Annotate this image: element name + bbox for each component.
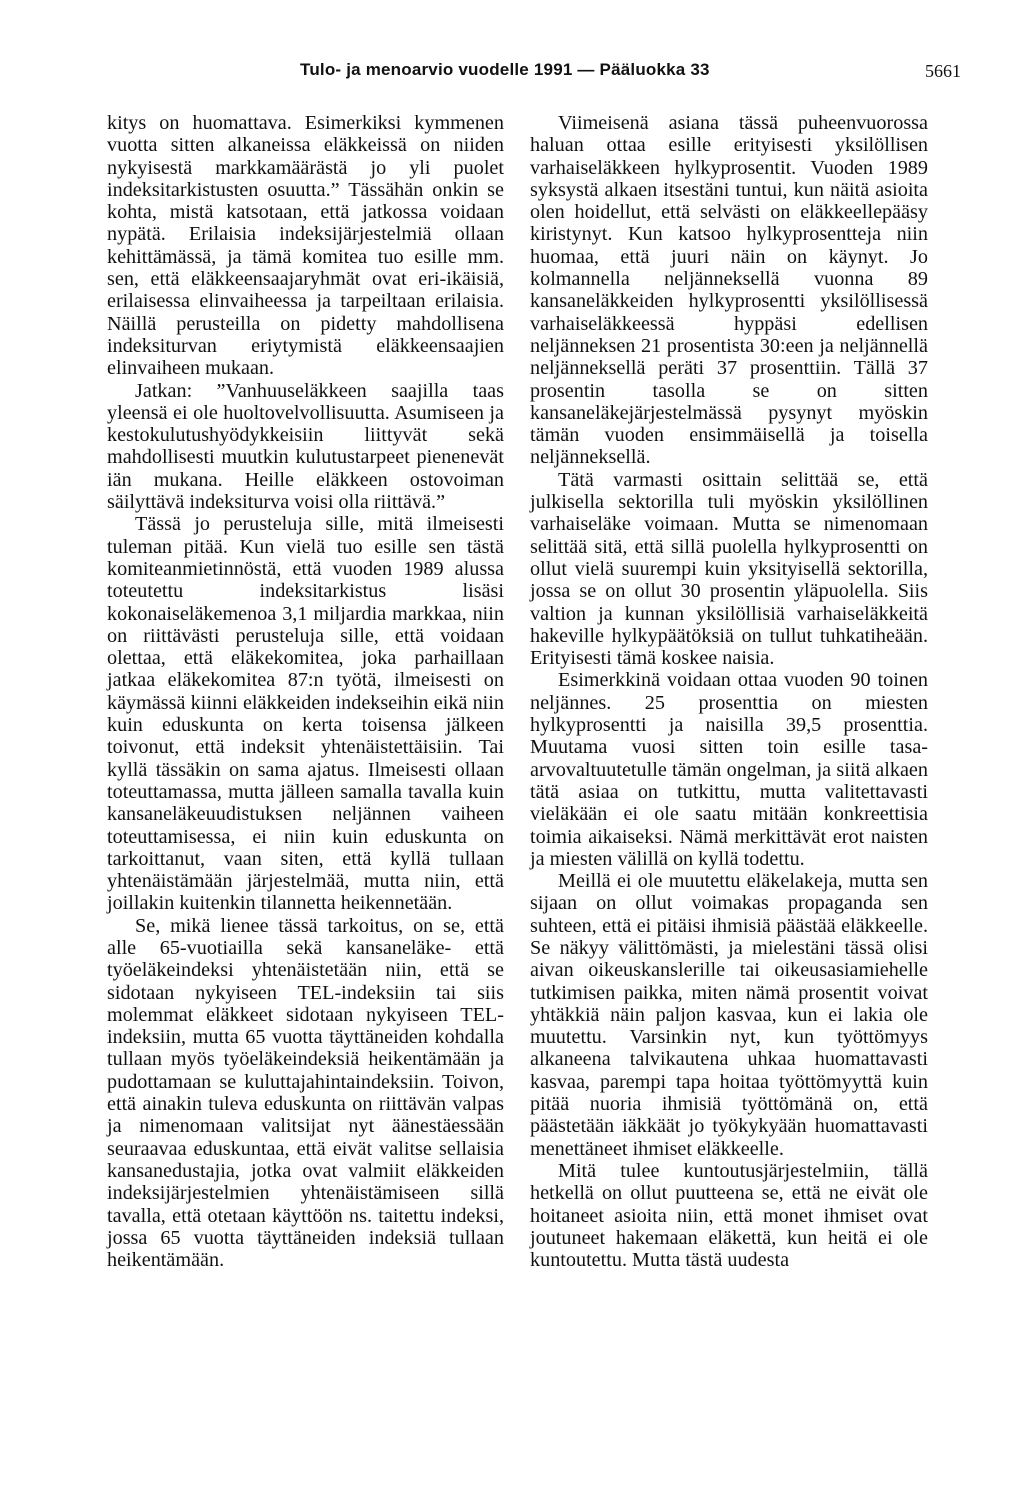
paragraph: Se, mikä lienee tässä tarkoitus, on se, että alle 65-vuotiailla sekä kansaneläke- että työeläkeindeksi yhtenäistetään niin, että se sidotaan nykyiseen TEL-indeksiin tai siis molemmat eläkkeet sidotaan nykyiseen TEL-indeksiin, mutta 65 vuotta täyttäneiden kohdalla tullaan myös työeläkeindeksiä heikentämään ja pudottamaan se kuluttajahintaindeksiin. Toivon, että ainakin tuleva eduskunta on riittävän valpas ja nimenomaan valitsijat nyt äänestäessään seuraavaa eduskuntaa, että eivät valitse sellaisia kansanedustajia, jotka ovat valmiit eläkkeiden indeksijärjestelmien yhtenäistämiseen sillä tavalla, että otetaan käyttöön ns. taitettu indeksi, jossa 65 vuotta täyttäneiden indeksiä tullaan heikentämään.: [107, 914, 504, 1272]
paragraph: kitys on huomattava. Esimerkiksi kymmenen vuotta sitten alkaneissa eläkkeissä on niiden nykyisestä markkamäärästä jo yli puolet indeksitarkistusten osuutta.” Tässähän onkin se kohta, mistä katsotaan, että jatkossa voidaan nypätä. Erilaisia indeksijärjestelmiä ollaan kehittämässä, ja tämä komitea tuo esille mm. sen, että eläkkeensaajaryhmät ovat eri-ikäisiä, erilaisessa elinvaiheessa ja tarpeiltaan erilaisia. Näillä perusteilla on pidetty mahdollisena indeksiturvan eriytymistä eläkkeensaajien elinvaiheen mukaan.: [107, 112, 504, 380]
paragraph: Viimeisenä asiana tässä puheenvuorossa haluan ottaa esille erityisesti yksilöllisen varhaiseläkkeen hylkyprosentit. Vuoden 1989 syksystä alkaen itsestäni tuntui, kun näitä asioita olen hoidellut, että selvästi on eläkkeellepääsy kiristynyt. Kun katsoo hylkyprosentteja niin huomaa, että juuri näin on käynyt. Jo kolmannella neljänneksellä vuonna 89 kansaneläkkeiden hylkyprosentti yksilöllisessä varhaiseläkkeessä hyppäsi edellisen neljänneksen 21 prosentista 30:een ja neljännellä neljänneksellä peräti 37 prosenttiin. Tällä 37 prosentin tasolla se on sitten kansaneläkejärjestelmässä pysynyt myöskin tämän vuoden ensimmäisellä ja toisella neljänneksellä.: [530, 112, 928, 469]
paragraph: Tätä varmasti osittain selittää se, että julkisella sektorilla tuli myöskin yksilöllinen varhaiseläke voimaan. Mutta se nimenomaan selittää sitä, että sillä puolella hylkyprosentti on ollut vielä suurempi kuin yksityisellä sektorilla, jossa se on ollut 30 prosentin yläpuolella. Siis valtion ja kunnan yksilöllisiä varhaiseläkkeitä hakeville hylkypäätöksiä on tullut tuhkatiheään. Erityisesti tämä koskee naisia.: [530, 468, 928, 670]
left-text-column: [107, 112, 504, 1271]
paragraph: Meillä ei ole muutettu eläkelakeja, mutta sen sijaan on ollut voimakas propaganda sen suhteen, että ei pitäisi ihmisiä päästää eläkkeelle. Se näkyy välittömästi, ja mielestäni tässä olisi aivan oikeuskanslerille tai oikeusasiamiehelle tutkimisen paikka, miten nämä prosentit voivat yhtäkkiä näin paljon kasvaa, kun ei lakia ole muutettu. Varsinkin nyt, kun työttömyys alkaneena talvikautena uhkaa huomattavasti kasvaa, parempi tapa hoitaa työttömyyttä kuin pitää nuoria ihmisiä työttömänä on, että päästetään iäkkäät jo työkykyään huomattavasti menettäneet ihmiset eläkkeelle.: [530, 870, 928, 1160]
page-number: 5661: [925, 61, 961, 81]
paragraph: Mitä tulee kuntoutusjärjestelmiin, tällä hetkellä on ollut puutteena se, että ne eivät ole hoitaneet asioita niin, että monet ihmiset ovat joutuneet hakemaan eläkettä, kun heitä ei ole kuntoutettu. Mutta tästä uudesta: [530, 1159, 928, 1272]
paragraph: Esimerkkinä voidaan ottaa vuoden 90 toinen neljännes. 25 prosenttia on miesten hylkyprosentti ja naisilla 39,5 prosenttia. Muutama vuosi sitten toin esille tasa-arvovaltuutetulle tämän ongelman, ja siitä alkaen tätä asiaa on tutkittu, mutta valitettavasti vieläkään ei ole saatu mitään konkreettisia toimia aikaiseksi. Nämä merkittävät erot naisten ja miesten välillä on kyllä todettu.: [530, 669, 928, 870]
right-text-column: [530, 112, 928, 1271]
running-header: Tulo- ja menoarvio vuodelle 1991 — Pääluokka 33: [300, 60, 710, 79]
paragraph: Tässä jo perusteluja sille, mitä ilmeisesti tuleman pitää. Kun vielä tuo esille sen tästä komiteanmietinnöstä, että vuoden 1989 alussa toteutettu indeksitarkistus lisäsi kokonaiseläkemenoa 3,1 miljardia markkaa, niin on riittävästi perusteluja sille, että voidaan olettaa, että eläkekomitea, joka parhaillaan jatkaa eläkekomitea 87:n työtä, ilmeisesti on käymässä kiinni eläkkeiden indekseihin eikä niin kuin eduskunta on kerta toisensa jälkeen toivonut, että indeksit yhtenäistettäisiin. Tai kyllä tässäkin on sama ajatus. Ilmeisesti ollaan toteuttamassa, mutta jälleen samalla tavalla kuin kansaneläkeuudistuksen neljännen vaiheen toteuttamisessa, ei niin kuin eduskunta on tarkoittanut, vaan siten, että kyllä tullaan yhtenäistämään järjestelmää, mutta niin, että joillakin kuitenkin tilannetta heikennetään.: [107, 513, 504, 915]
paragraph: Jatkan: ”Vanhuuseläkkeen saajilla taas yleensä ei ole huoltovelvollisuutta. Asumiseen ja kestokulutushyödykkeisiin liittyvät sekä mahdollisesti muutkin kulutustarpeet pienenevät iän mukana. Heille eläkkeen ostovoiman säilyttävä indeksiturva voisi olla riittävä.”: [107, 379, 504, 514]
